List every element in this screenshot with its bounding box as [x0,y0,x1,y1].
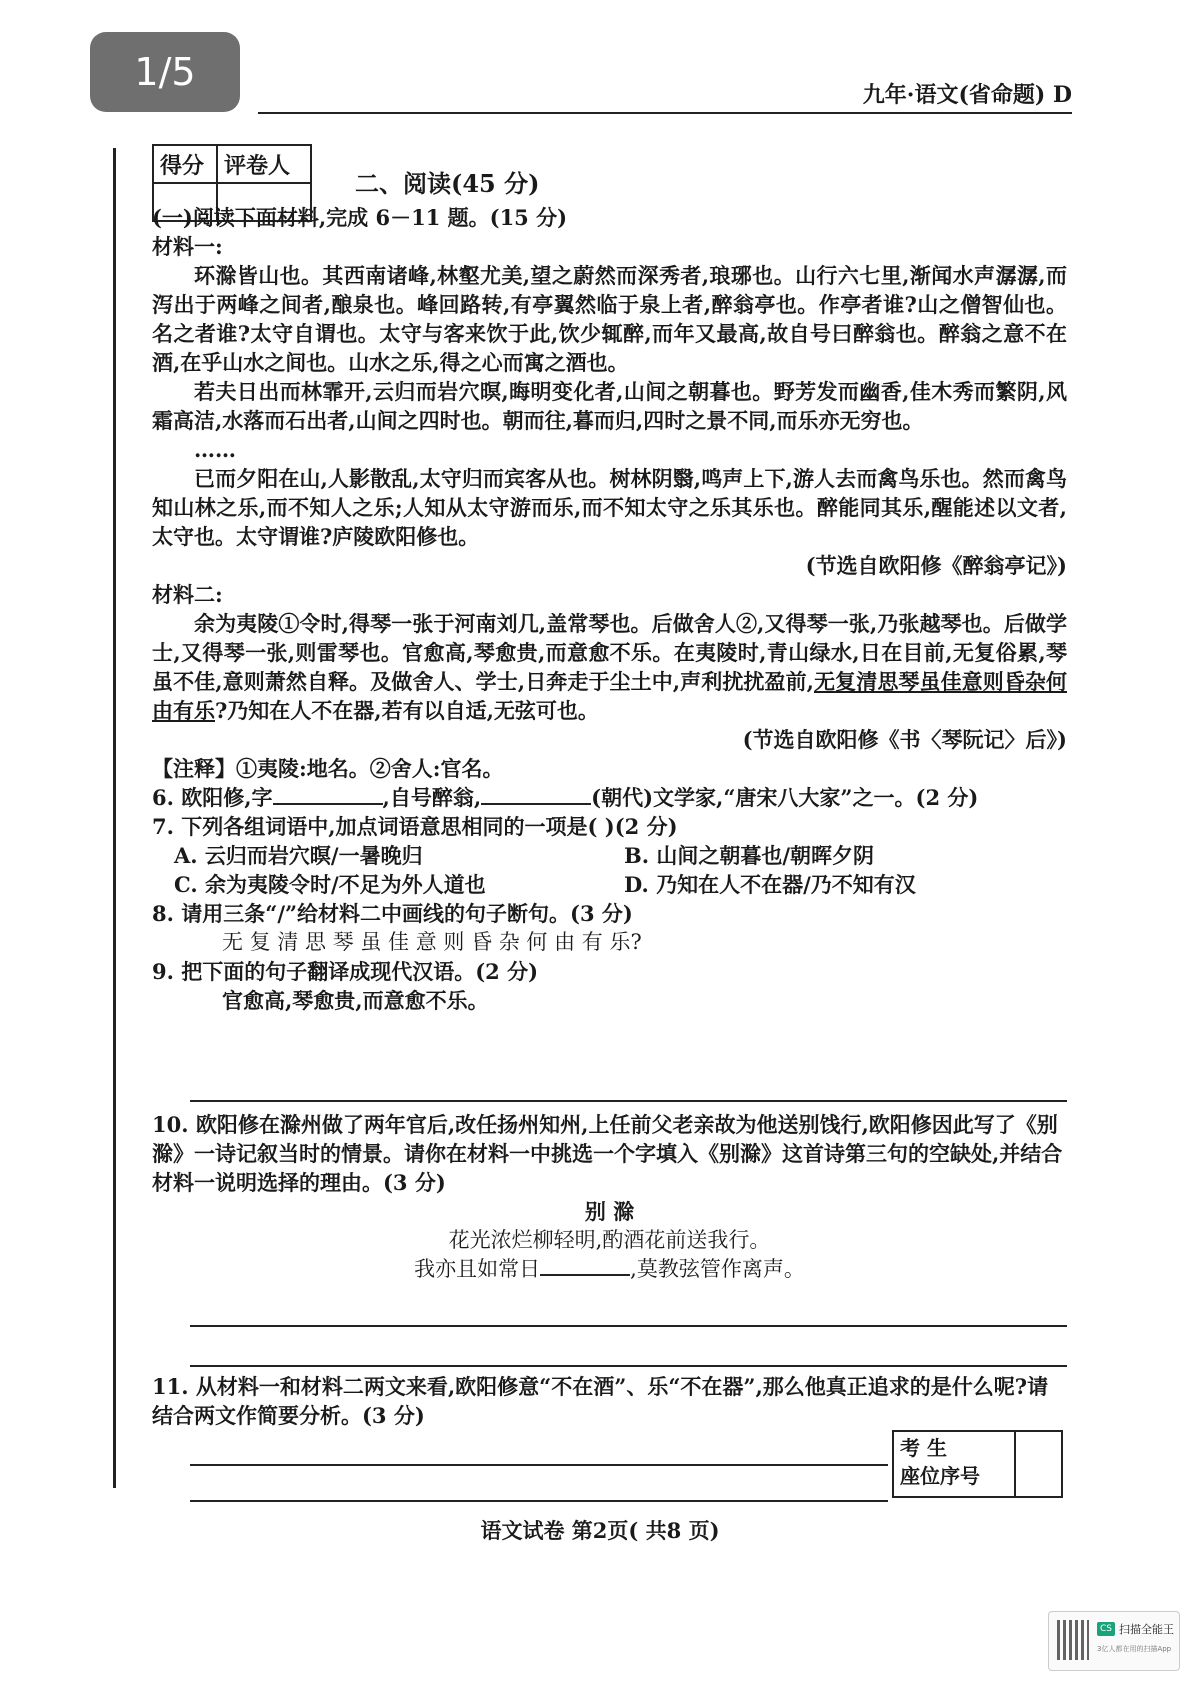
answer-line[interactable] [190,1100,1067,1102]
poem-title: 别 滁 [584,1199,635,1224]
seat-number-box [892,1430,1063,1498]
question-8: 8. 请用三条“/”给材料二中画线的句子断句。(3 分) [152,901,633,926]
question-11: 11. 从材料一和材料二两文来看,欧阳修意“不在酒”、乐“不在器”,那么他真正追求的是什么呢?请结合两文作简要分析。(3 分) [152,1374,1049,1428]
option-d: D. 乃知在人不在器/乃不知有汉 [624,872,916,897]
material-1-paragraph: 环滁皆山也。其西南诸峰,林壑尤美,望之蔚然而深秀者,琅琊也。山行六七里,渐闻水声潺潺,而泻出于两峰之间者,酿泉也。峰回路转,有亭翼然临于泉上者,醉翁亭也。作亭者谁?山之僧智仙也。名之者谁?太守自谓也。太守与客来饮于此,饮少辄醉,而年又最高,故自号曰醉翁也。醉翁之意不在酒,在乎山水之间也。山水之乐,得之心而寓之酒也。 [152,263,1067,375]
annotation-notes: 【注释】①夷陵:地名。②舍人:官名。 [152,756,504,781]
question-8-sentence: 无 复 清 思 琴 虽 佳 意 则 昏 杂 何 由 有 乐? [222,930,642,954]
question-6 [152,783,1067,812]
answer-blank[interactable] [481,785,591,805]
scanner-app-name: 扫描全能王 [1119,1623,1174,1636]
part-heading: (一)阅读下面材料,完成 6－11 题。(15 分) [152,205,568,230]
scanner-tagline: 3亿人都在用的扫描App [1097,1645,1172,1653]
question-text: (朝代)文学家,“唐宋八大家”之一。(2 分) [591,785,979,810]
material-2-source: (节选自欧阳修《书〈琴阮记〉后》) [742,727,1067,752]
poem-text: ,莫教弦管作离声。 [630,1257,805,1281]
question-7: 7. 下列各组词语中,加点词语意思相同的一项是( )(2 分) [152,814,678,839]
binding-line [113,148,116,1488]
question-11-block [152,1372,1067,1430]
material-2-label: 材料二: [152,582,223,607]
section-title: 二、阅读(45 分) [355,169,540,198]
poem-line [152,1255,1067,1284]
option-c: C. 余为夷陵令时/不足为外人道也 [174,872,486,897]
answer-line[interactable] [190,1464,888,1466]
score-header: 得分 [153,145,217,183]
answer-line[interactable] [190,1365,1067,1367]
poem-text: 我亦且如常日 [414,1257,541,1281]
question-9-sentence: 官愈高,琴愈贵,而意愈不乐。 [222,988,489,1013]
answer-line[interactable] [190,1500,888,1502]
question-7-options-row [152,870,1067,899]
question-10: 10. 欧阳修在滁州做了两年官后,改任扬州知州,上任前父老亲故为他送别饯行,欧阳修因此写了《别滁》一诗记叙当时的情景。请你在材料一中挑选一个字填入《别滁》这首诗第三句的空缺处,并结合材料一说明选择的理由。(3 分) [152,1112,1063,1195]
page-footer: 语文试卷 第2页( 共8 页) [480,1518,720,1543]
grader-header: 评卷人 [217,145,311,183]
seat-number-field[interactable] [1016,1432,1061,1496]
reading-passage [152,203,1067,1015]
page-counter-badge: 1/5 [90,32,240,112]
poem-blank[interactable] [540,1256,630,1276]
qr-code-icon [1057,1620,1089,1660]
scanner-watermark [1048,1611,1180,1671]
poem-line: 花光浓烂柳轻明,酌酒花前送我行。 [448,1228,771,1252]
ellipsis: …… [194,437,236,462]
question-9: 9. 把下面的句子翻译成现代汉语。(2 分) [152,959,539,984]
option-a: A. 云归而岩穴暝/一暑晚归 [174,843,423,868]
answer-line[interactable] [190,1325,1067,1327]
material-1-paragraph: 若夫日出而林霏开,云归而岩穴暝,晦明变化者,山间之朝暮也。野芳发而幽香,佳木秀而繁阴,风霜高洁,水落而石出者,山间之四时也。朝而往,暮而归,四时之景不同,而乐亦无穷也。 [152,379,1067,433]
material-2-paragraph [152,609,1067,725]
question-10-block [152,1110,1067,1284]
question-text: 6. 欧阳修,字 [152,785,273,810]
seat-label-line: 考 生 [900,1436,947,1460]
question-text: ,自号醉翁, [382,785,482,810]
material-1-paragraph: 已而夕阳在山,人影散乱,太守归而宾客从也。树林阴翳,鸣声上下,游人去而禽鸟乐也。然而禽鸟知山林之乐,而不知人之乐;人知从太守游而乐,而不知太守之乐其乐也。醉能同其乐,醒能述以文者,太守也。太守谓谁?庐陵欧阳修也。 [152,466,1067,549]
question-7-options-row [152,841,1067,870]
seat-label-line: 座位序号 [900,1464,980,1488]
underlined-sentence: 无复清思琴虽佳意则昏杂何由有乐 [152,669,1067,723]
material-1-source: (节选自欧阳修《醉翁亭记》) [805,553,1067,578]
camscanner-logo: CS [1097,1622,1115,1636]
exam-header-title: 九年·语文(省命题) D [862,82,1072,108]
material-2-text: 余为夷陵①令时,得琴一张于河南刘几,盖常琴也。后做舍人②,又得琴一张,乃张越琴也。后做学士,又得琴一张,则雷琴也。官愈高,琴愈贵,而意愈不乐。在夷陵时,青山绿水,日在目前,无复俗累,琴虽不佳,意则萧然自释。及做舍人、学士,日奔走于尘土中,声利扰扰盈前, [152,611,1067,694]
header-divider [258,112,1072,114]
option-b: B. 山间之朝暮也/朝晖夕阴 [624,843,875,868]
seat-label [894,1432,1016,1496]
material-1-label: 材料一: [152,234,223,259]
answer-blank[interactable] [273,785,383,805]
material-2-text: ?乃知在人不在器,若有以自适,无弦可也。 [215,698,599,723]
